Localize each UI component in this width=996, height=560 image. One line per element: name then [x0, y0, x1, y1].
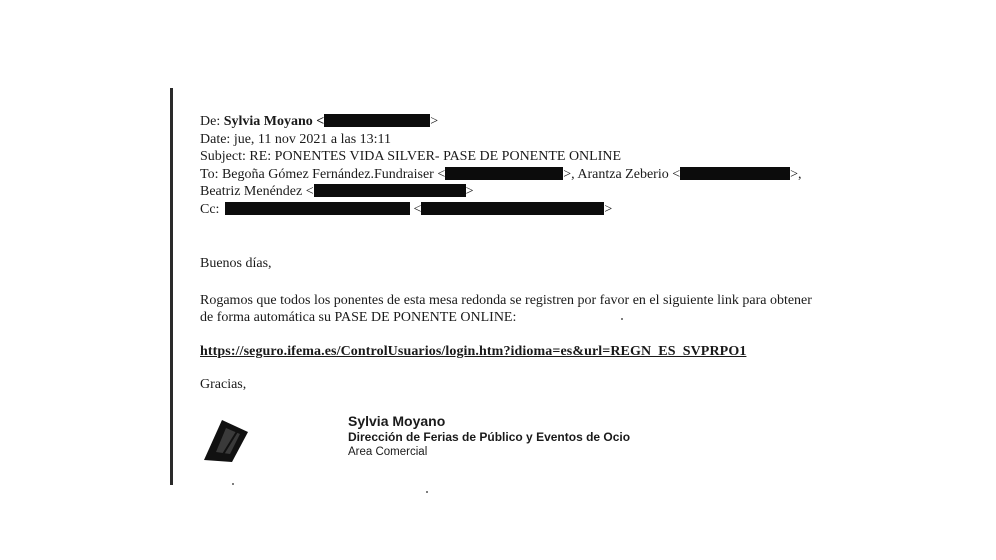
- cc-open: <: [409, 201, 422, 217]
- subject-line: Subject: RE: PONENTES VIDA SILVER- PASE DE PONENTE ONLINE: [200, 149, 622, 164]
- signature-department: Dirección de Ferias de Público y Eventos de Ocio: [348, 430, 631, 444]
- cc-label: Cc:: [200, 201, 220, 217]
- closing: Gracias,: [200, 377, 247, 392]
- to-close: >: [465, 184, 474, 199]
- email-header: [200, 113, 802, 218]
- signature-area: Area Comercial: [348, 446, 428, 458]
- redaction-block: [445, 167, 563, 180]
- signature: [348, 413, 630, 460]
- date-line: Date: jue, 11 nov 2021 a las 13:11: [200, 131, 392, 147]
- redaction-block: [421, 202, 604, 215]
- margin-rule: [170, 88, 173, 485]
- to-recipient-1: Begoña Gómez Fernández.Fundraiser <: [221, 166, 446, 182]
- company-logo-icon: [202, 416, 250, 464]
- to-end: >,: [790, 166, 802, 182]
- to-label: To:: [200, 166, 219, 182]
- registration-link[interactable]: https://seguro.ifema.es/ControlUsuarios/login.htm?idioma=es&url=REGN_ES_SVPRPO1: [200, 344, 747, 359]
- to-line: [200, 166, 802, 184]
- from-close: >: [430, 114, 439, 129]
- scan-speck: [426, 491, 428, 493]
- body-paragraph: Rogamos que todos los ponentes de esta mesa redonda se registren por favor en el siguiente link para obtener de forma automática su PASE DE PONENTE ONLINE:: [200, 293, 812, 325]
- to-recipient-3: Beatriz Menéndez <: [200, 184, 314, 199]
- redaction-block: [225, 202, 410, 215]
- greeting: Buenos días,: [200, 256, 272, 271]
- redaction-block: [324, 114, 430, 127]
- cc-close: >: [604, 201, 613, 217]
- to-separator: >, Arantza Zeberio <: [563, 166, 681, 182]
- from-name: Sylvia Moyano <: [223, 114, 325, 129]
- from-line: [200, 113, 802, 131]
- scan-speck: [232, 483, 234, 485]
- signature-name: Sylvia Moyano: [348, 413, 446, 429]
- from-label: De:: [200, 114, 221, 129]
- to-line-continued: [200, 183, 802, 201]
- redaction-block: [680, 167, 790, 180]
- cc-line: [200, 201, 802, 219]
- redaction-block: [314, 184, 466, 197]
- scan-speck: [621, 318, 623, 320]
